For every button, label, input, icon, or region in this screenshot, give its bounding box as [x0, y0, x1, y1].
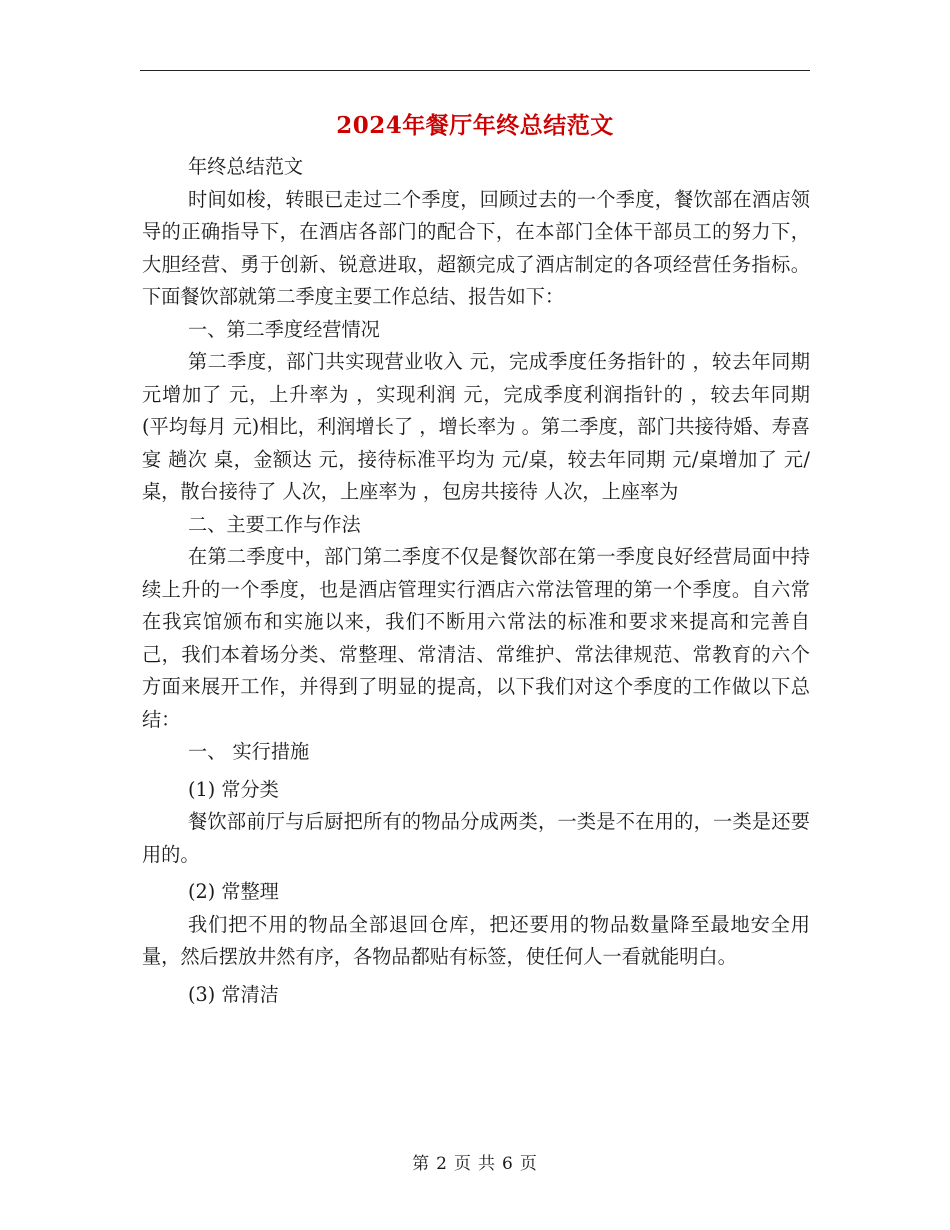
section-heading-main-work: 二、主要工作与作法 [188, 512, 361, 536]
document-body [142, 151, 810, 1011]
document-title: 2024年餐厅年终总结范文 [336, 112, 614, 139]
item-heading-clean: (3) 常清洁 [188, 982, 279, 1006]
footer-suffix: 页 [519, 1154, 538, 1174]
paragraph-main-work: 在第二季度中，部门第二季度不仅是餐饮部在第一季度良好经营局面中持续上升的一个季度，也是酒店管理实行酒店六常法管理的第一个季度。自六常在我宾馆颁布和实施以来，我们不断用六常法的标准和要求来提高和完善自己，我们本着场分类、常整理、常清洁、常维护、常法律规范、常教育的六个方面来展开工作，并得到了明显的提高，以下我们对这个季度的工作做以下总结： [142, 545, 810, 731]
section-heading-operations: 一、第二季度经营情况 [188, 317, 380, 341]
footer-prefix: 第 [412, 1154, 431, 1174]
item-heading-classify: (1) 常分类 [188, 777, 279, 801]
footer-total-pages: 6 [502, 1154, 514, 1174]
item-heading-organize: (2) 常整理 [188, 880, 279, 903]
header-rule [140, 70, 810, 71]
paragraph-subtitle: 年终总结范文 [188, 155, 304, 178]
footer-mid: 页 [454, 1154, 472, 1174]
footer-total-prefix: 共 [478, 1154, 496, 1174]
subheading-measures: 一、 实行措施 [188, 740, 310, 763]
paragraph-operations: 第二季度，部门共实现营业收入 元，完成季度任务指针的 ，较去年同期 元增加了 元，上升率为 ，实现利润 元，完成季度利润指针的 ，较去年同期 (平均每月 元)相比，利润增长了 ，增长率为 。第二季度，部门共接待婚、寿喜宴 趟次 桌，金额达 元，接待标准平均为 元/桌，较去年同期 元/桌增加了 元/桌，散台接待了 人次，上座率为 ，包房共接待 人次，上座率为 [142, 350, 810, 503]
paragraph-classify: 餐饮部前厅与后厨把所有的物品分成两类，一类是不在用的，一类是还要用的。 [142, 810, 810, 866]
paragraph-organize: 我们把不用的物品全部退回仓库，把还要用的物品数量降至最地安全用量，然后摆放井然有序，各物品都贴有标签，使任何人一看就能明白。 [142, 912, 810, 968]
page-footer [0, 1152, 950, 1176]
footer-current-page: 2 [436, 1154, 448, 1174]
paragraph-intro: 时间如梭，转眼已走过二个季度，回顾过去的一个季度，餐饮部在酒店领导的正确指导下，在酒店各部门的配合下，在本部门全体干部员工的努力下，大胆经营、勇于创新、锐意进取，超额完成了酒店制定的各项经营任务指标。下面餐饮部就第二季度主要工作总结、报告如下： [142, 187, 810, 308]
